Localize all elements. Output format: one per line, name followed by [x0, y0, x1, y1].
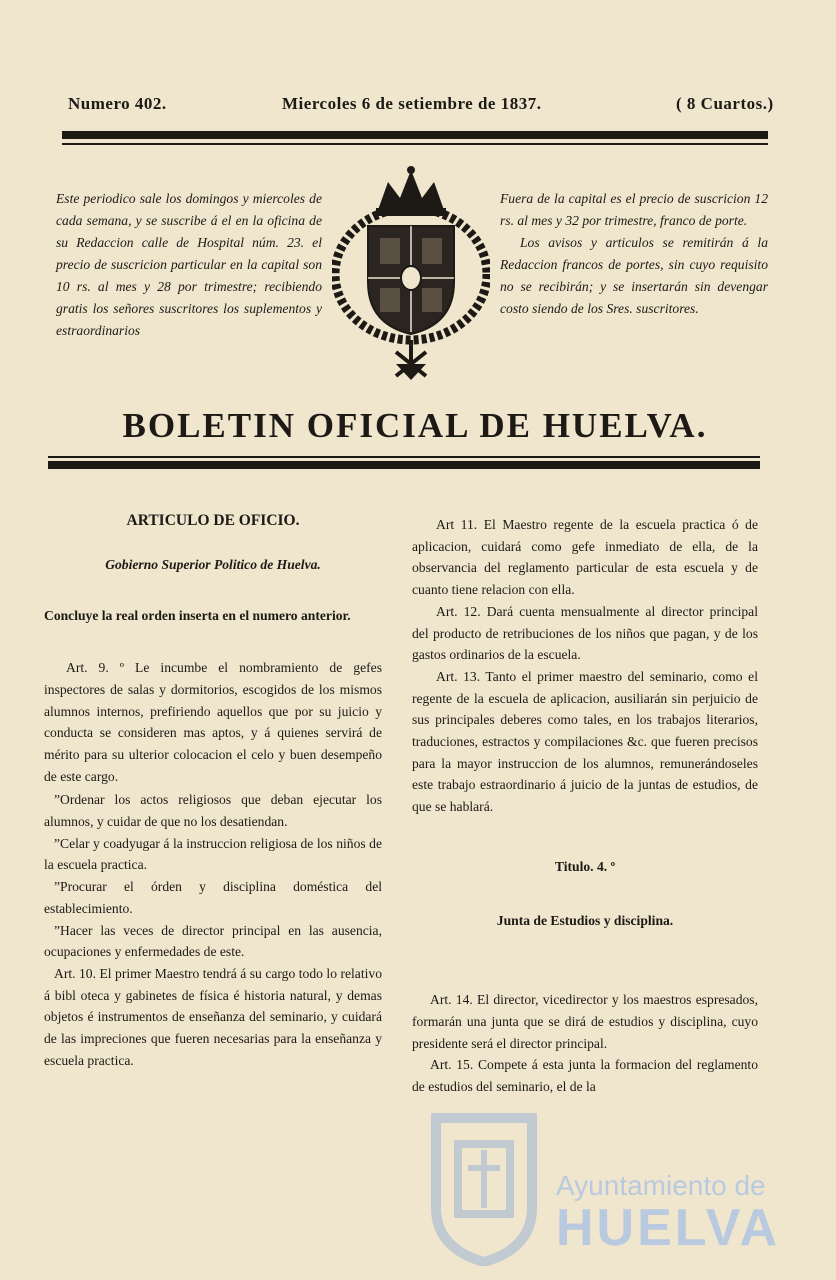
article-heading: ARTICULO DE OFICIO. — [126, 512, 300, 529]
coat-of-arms-emblem — [332, 164, 490, 382]
header-rule-thin — [62, 143, 768, 145]
watermark-line1: Ayuntamiento de — [556, 1170, 766, 1201]
subscription-info-left: Este periodico sale los domingos y miercoles de cada semana, y se suscribe á el en la oficina de su Redaccion calle de Hospital núm. 23. el precio de suscricion particular en la capital son 10 rs. al mes y 28 por trimestre; recibiendo gratis los señores suscritores los suplementos y estraordinarios — [56, 191, 322, 338]
issue-date: Miercoles 6 de setiembre de 1837. — [282, 94, 542, 113]
masthead-rule — [48, 461, 760, 469]
notices-info: Los avisos y articulos se remitirán á la Redaccion francos de portes, sin cuyo requisito no se recibirán; y se insertarán sin devengar costo siendo de los Sres. suscritores. — [500, 235, 768, 316]
right-column — [412, 514, 758, 1098]
title-4: Titulo. 4. º — [554, 858, 616, 874]
duty-order-discipline: ”Procurar el órden y disciplina doméstica del establecimiento. — [44, 879, 382, 916]
article-14: Art. 14. El director, vicedirector y los maestros espresados, formarán una junta que se dirá de estudios y disciplina, cuyo presidente será el director principal. — [412, 992, 758, 1051]
ayuntamiento-shield-logo — [428, 1098, 540, 1266]
masthead-rule-thin — [48, 456, 760, 458]
left-column — [44, 510, 382, 1071]
duty-religious-acts: ”Ordenar los actos religiosos que deban ejecutar los alumnos, y cuidar de que no los desatiendan. — [44, 792, 382, 830]
duty-religious-instruction: ”Celar y coadyugar á la instruccion religiosa de los niños de la escuela practica. — [44, 835, 382, 873]
issue-number: Numero 402. — [68, 94, 167, 113]
junta-heading: Junta de Estudios y disciplina. — [496, 912, 674, 928]
article-13: Art. 13. Tanto el primer maestro del seminario, como el regente de la escuela de aplicacion, ausiliarán sin perjuicio de sus principales deberes como tales, en los trabajos literarios, traduciones, estractos y compilaciones &c. que fueren precisos para la mayor instruccion de los alumnos, remunerándoseles este trabajo estraordinario á juicio de la juntas de estudios, de que se hablará. — [412, 668, 758, 815]
header-rule — [62, 131, 768, 139]
subscription-info-right — [500, 188, 768, 320]
continuation-note: Concluye la real orden inserta en el numero anterior. — [44, 608, 351, 624]
issue-price: ( 8 Cuartos.) — [676, 94, 774, 113]
article-9: Art. 9. º Le incumbe el nombramiento de gefes inspectores de salas y dormitorios, escogidos de los mismos alumnos internos, prefiriendo aquellos que por su juicio y conducta se consideren mas aptos, y á quienes servirá de mérito para su ulterior colocacion el celo y buen desempeño de este cargo. — [44, 660, 382, 784]
article-11: Art 11. El Maestro regente de la escuela practica ó de aplicacion, cuidará como gefe inmediato de ella, de la observancia del reglamento particular de esta escuela y de cuanto tiene relacion con ella. — [412, 517, 758, 598]
watermark-line2: HUELVA — [556, 1199, 781, 1257]
duty-director-absence: ”Hacer las veces de director principal en las ausencia, ocupaciones y enfermedades de este. — [44, 922, 382, 960]
article-15: Art. 15. Compete á esta junta la formacion del reglamento de estudios del seminario, el de la — [412, 1057, 758, 1095]
price-outside-capital: Fuera de la capital es el precio de suscricion 12 rs. al mes y 32 por trimestre, franco de porte. — [500, 191, 768, 228]
government-heading: Gobierno Superior Politico de Huelva. — [105, 556, 321, 572]
article-10: Art. 10. El primer Maestro tendrá á su cargo todo lo relativo á bibl oteca y gabinetes de física é historia natural, y demas objetos é instrumentos de enseñanza del seminario, y cuidará de las impreciones que fueren necesarias para la enseñanza y escuela practica. — [44, 965, 382, 1068]
masthead-title: BOLETIN OFICIAL DE HUELVA. — [122, 406, 708, 445]
article-12: Art. 12. Dará cuenta mensualmente al director principal del producto de retribuciones de los niños que pagan, y de los gastos ordinarios de la escuela. — [412, 603, 758, 663]
